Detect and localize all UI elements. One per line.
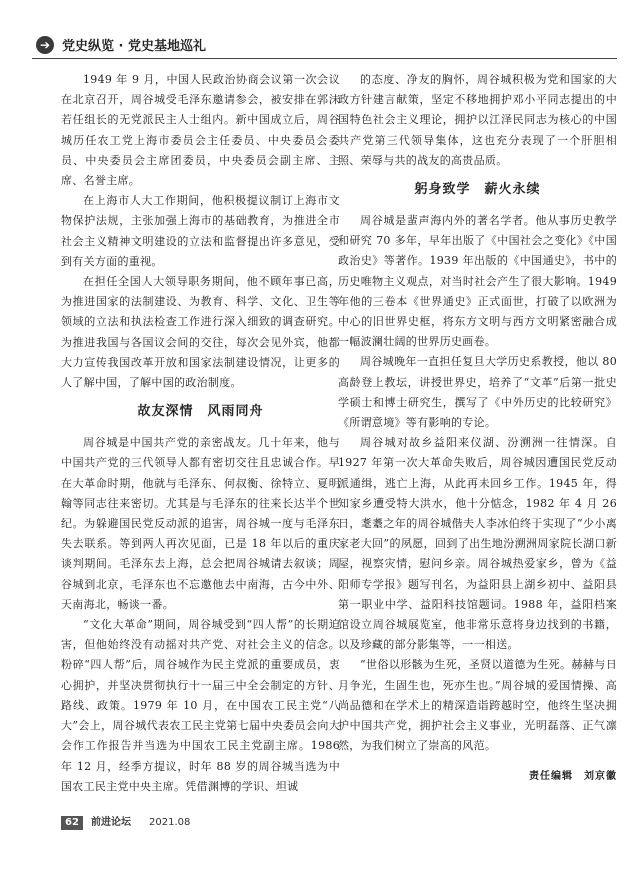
paragraph: 周谷城是蜚声海内外的著名学者。他从事历史教学和研究 70 多年，早年出版了《中国社会之变化》《中国政治史》等著作。1939 年出版的《中国通史》，书中的历史唯物主义观点，对当时社会产生了很大影响。1949 年他的三卷本《世界通史》正式面世，打破了以欧洲为中心的旧世界史框，将东方文明与西方文明紧密融合成一幅波澜壮阔的世界历史画卷。 (338, 214, 617, 349)
paragraph: “文化大革命”期间，周谷城受到“四人帮”的长期迫害，但他始终没有动摇对共产党、对社会主义的信念。粉碎“四人帮”后，周谷城作为民主党派的重要成员，衷心拥护，并坚决贯彻执行十一届三中全会制定的方针、路线、政策。1979 年 10 月，在中国农工民主党“八大”会上，周谷城代表农工民主党第七届中央委员会向大会作工作报告并当选为中国农工民主党副主席。1986 年 12 月，经季方提议，时年 88 岁的周谷城当选为中国农工民主党中央主席。凭借渊博的学识、坦诚 (61, 618, 340, 793)
left-column (61, 70, 340, 797)
editor-credit: 责任编辑 刘京徽 (529, 770, 617, 782)
journal-name: 前进论坛 (91, 817, 131, 828)
header-title: 党史纵览 · 党史基地巡礼 (62, 39, 206, 54)
circle-arrow-icon: ➔ (36, 36, 54, 54)
paragraph: 周谷城是中国共产党的亲密战友。几十年来，他与中国共产党的三代领导人都有密切交往且忠诚合作。早在大革命时期，他就与毛泽东、何叔衡、徐特立、夏明翰等同志往来密切。尤其是与毛泽东的往来长达半个世纪。为躲避国民党反动派的追害，周谷城一度与毛泽东失去联系。等到两人再次见面，已是 18 年以后的重庆谈判期间。毛泽东去上海，总会把周谷城请去叙谈；周谷城到北京，毛泽东也不忘邀他去中南海，古今中外、天南海北，畅谈一番。 (61, 436, 340, 611)
page-header (32, 30, 617, 60)
header-divider (32, 58, 617, 59)
section-heading: 故友深情 风雨同舟 (137, 404, 264, 420)
paragraph: “世俗以形骸为生死，圣贤以道德为生死。赫赫与日月争光，生固生也，死亦生也。”周谷城的爱国情操、高尚品德和在学术上的精深造诣跨越时空，他终生坚决拥护中国共产党，拥护社会主义事业，光明磊落、正气凛然，为我们树立了崇高的风范。 (338, 658, 617, 753)
paragraph: 在上海市人大工作期间，他积极提议制订上海市文物保护法规，主张加强上海市的基础教育，为推进全市社会主义精神文明建设的立法和监督提出许多意见，受到有关方面的重视。 (61, 194, 340, 268)
paragraph: 的态度、净友的胸怀，周谷城积极为党和国家的大政方针建言献策，坚定不移地拥护邓小平同志提出的中国特色社会主义理论，拥护以江泽民同志为核心的中国共产党第三代领导集体，这也充分表现了一个肝胆相照、荣辱与共的战友的高贵品质。 (338, 73, 617, 167)
paragraph: 周谷城对故乡益阳来仪湖、汾溯洲一往情深。自 1927 年第一次大革命失败后，周谷城因遭国民党反动派通缉，逃亡上海，从此再未回乡工作。1945 年，得知家乡遭受特大洪水，他十分惦念，1982 年 4 月 26 日，耄耋之年的周谷城偕夫人李冰伯终于实现了“少小离家老大回”的夙愿，回到了出生地汾溯洲周家院长湖口新屋，视察灾情，慰问乡亲。周谷城热爱家乡，曾为《益阳师专学报》题写刊名，为益阳县上湖乡初中、益阳县第一职业中学、益阳科技馆题词。1988 年，益阳档案馆设立周谷城展览室，他非常乐意将身边找到的书籍，以及珍藏的部分影集等，一一相送。 (338, 436, 617, 652)
issue-number: 2021.08 (149, 817, 191, 828)
page-number: 62 (61, 816, 83, 830)
page-footer (61, 813, 591, 833)
paragraph: 周谷城晚年一直担任复旦大学历史系教授，他以 80 高龄登上教坛，讲授世界史，培养了“文革”后第一批史学硕士和博士研究生，撰写了《中外历史的比较研究》《所谓意境》等有影响的专论。 (338, 355, 617, 430)
paragraph: 在担任全国人大领导职务期间，他不顾年事已高，为推进国家的法制建设、为教育、科学、文化、卫生等领域的立法和执法检查工作进行深入细致的调查研究。为推进我国与各国议会间的交往，每次会见外宾，他都大力宣传我国改革开放和国家法制建设情况，让更多的人了解中国，了解中国的政治制度。 (61, 275, 340, 390)
right-column (338, 70, 617, 782)
paragraph: 1949 年 9 月，中国人民政治协商会议第一次会议在北京召开，周谷城受毛泽东邀请参会，被安排在郭沫若任组长的无党派民主人士组内。新中国成立后，周谷城历任农工党上海市委员会主任委员、中央委员会委员、中央委员会主席团委员，中央委员会副主席、主席、名誉主席。 (61, 73, 340, 188)
section-heading: 躬身致学 薪火永续 (414, 182, 541, 198)
